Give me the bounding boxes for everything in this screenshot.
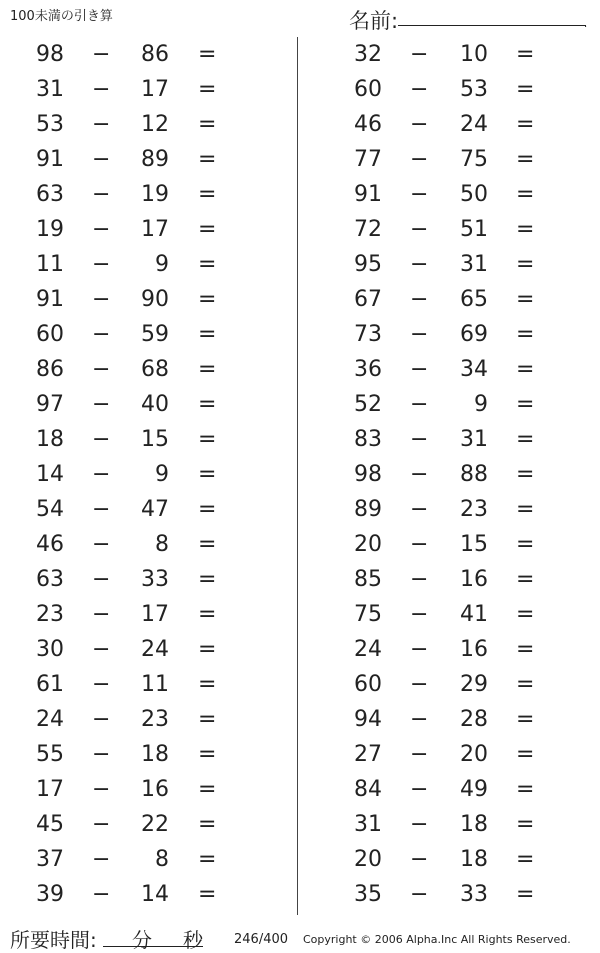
problem-row bbox=[300, 843, 600, 878]
problem-row bbox=[0, 878, 300, 913]
equals-sign: = bbox=[516, 532, 535, 557]
problem-row bbox=[300, 773, 600, 808]
minus-sign: − bbox=[92, 217, 111, 242]
subtrahend: 15 bbox=[141, 427, 169, 452]
problem-row bbox=[300, 878, 600, 913]
subtrahend: 16 bbox=[141, 777, 169, 802]
problem-row bbox=[300, 423, 600, 458]
subtrahend: 8 bbox=[155, 847, 169, 872]
minus-sign: − bbox=[410, 497, 429, 522]
equals-sign: = bbox=[516, 567, 535, 592]
minuend: 91 bbox=[36, 287, 64, 312]
problem-row bbox=[300, 283, 600, 318]
subtrahend: 50 bbox=[460, 182, 488, 207]
subtrahend: 17 bbox=[141, 217, 169, 242]
minus-sign: − bbox=[92, 112, 111, 137]
subtrahend: 24 bbox=[141, 637, 169, 662]
subtrahend: 41 bbox=[460, 602, 488, 627]
subtrahend: 49 bbox=[460, 777, 488, 802]
equals-sign: = bbox=[198, 602, 217, 627]
minuend: 31 bbox=[36, 77, 64, 102]
subtrahend: 9 bbox=[474, 392, 488, 417]
equals-sign: = bbox=[516, 217, 535, 242]
minus-sign: − bbox=[92, 882, 111, 907]
subtrahend: 65 bbox=[460, 287, 488, 312]
minus-sign: − bbox=[410, 252, 429, 277]
equals-sign: = bbox=[516, 707, 535, 732]
problem-row bbox=[300, 248, 600, 283]
minuend: 35 bbox=[354, 882, 382, 907]
minuend: 14 bbox=[36, 462, 64, 487]
equals-sign: = bbox=[198, 322, 217, 347]
minus-sign: − bbox=[410, 77, 429, 102]
subtrahend: 59 bbox=[141, 322, 169, 347]
subtrahend: 8 bbox=[155, 532, 169, 557]
equals-sign: = bbox=[516, 112, 535, 137]
minus-sign: − bbox=[410, 357, 429, 382]
minuend: 67 bbox=[354, 287, 382, 312]
equals-sign: = bbox=[198, 847, 217, 872]
minuend: 94 bbox=[354, 707, 382, 732]
minuend: 91 bbox=[354, 182, 382, 207]
problem-row bbox=[0, 248, 300, 283]
subtrahend: 24 bbox=[460, 112, 488, 137]
subtrahend: 88 bbox=[460, 462, 488, 487]
equals-sign: = bbox=[198, 672, 217, 697]
problem-row bbox=[300, 703, 600, 738]
problem-row bbox=[0, 388, 300, 423]
minus-sign: − bbox=[410, 182, 429, 207]
minuend: 32 bbox=[354, 42, 382, 67]
subtrahend: 28 bbox=[460, 707, 488, 732]
minuend: 98 bbox=[36, 42, 64, 67]
problem-row bbox=[0, 108, 300, 143]
minuend: 91 bbox=[36, 147, 64, 172]
equals-sign: = bbox=[198, 287, 217, 312]
equals-sign: = bbox=[198, 427, 217, 452]
minus-sign: − bbox=[92, 42, 111, 67]
subtrahend: 51 bbox=[460, 217, 488, 242]
problem-row bbox=[0, 598, 300, 633]
subtrahend: 53 bbox=[460, 77, 488, 102]
problem-column-left bbox=[0, 38, 300, 913]
equals-sign: = bbox=[198, 777, 217, 802]
minuend: 23 bbox=[36, 602, 64, 627]
equals-sign: = bbox=[198, 77, 217, 102]
problem-row bbox=[300, 528, 600, 563]
minus-sign: − bbox=[92, 252, 111, 277]
minuend: 53 bbox=[36, 112, 64, 137]
subtrahend: 19 bbox=[141, 182, 169, 207]
minus-sign: − bbox=[410, 322, 429, 347]
problem-row bbox=[0, 353, 300, 388]
minuend: 63 bbox=[36, 567, 64, 592]
minus-sign: − bbox=[410, 462, 429, 487]
minuend: 46 bbox=[36, 532, 64, 557]
problem-row bbox=[300, 353, 600, 388]
equals-sign: = bbox=[198, 707, 217, 732]
equals-sign: = bbox=[516, 812, 535, 837]
problem-row bbox=[0, 668, 300, 703]
subtrahend: 90 bbox=[141, 287, 169, 312]
equals-sign: = bbox=[198, 497, 217, 522]
minuend: 89 bbox=[354, 497, 382, 522]
minuend: 72 bbox=[354, 217, 382, 242]
subtrahend: 17 bbox=[141, 77, 169, 102]
problem-row bbox=[0, 178, 300, 213]
problem-row bbox=[0, 633, 300, 668]
equals-sign: = bbox=[516, 77, 535, 102]
minuend: 20 bbox=[354, 532, 382, 557]
subtrahend: 89 bbox=[141, 147, 169, 172]
minuend: 97 bbox=[36, 392, 64, 417]
equals-sign: = bbox=[516, 882, 535, 907]
equals-sign: = bbox=[516, 672, 535, 697]
minuend: 30 bbox=[36, 637, 64, 662]
minuend: 85 bbox=[354, 567, 382, 592]
subtrahend: 16 bbox=[460, 637, 488, 662]
equals-sign: = bbox=[198, 182, 217, 207]
equals-sign: = bbox=[198, 567, 217, 592]
minus-sign: − bbox=[92, 637, 111, 662]
minuend: 61 bbox=[36, 672, 64, 697]
problem-row bbox=[300, 808, 600, 843]
subtrahend: 18 bbox=[460, 812, 488, 837]
minuend: 17 bbox=[36, 777, 64, 802]
subtrahend: 40 bbox=[141, 392, 169, 417]
equals-sign: = bbox=[516, 287, 535, 312]
minuend: 27 bbox=[354, 742, 382, 767]
problem-row bbox=[300, 598, 600, 633]
minus-sign: − bbox=[410, 287, 429, 312]
problem-row bbox=[0, 73, 300, 108]
minuend: 86 bbox=[36, 357, 64, 382]
minus-sign: − bbox=[410, 532, 429, 557]
minus-sign: − bbox=[410, 217, 429, 242]
subtrahend: 9 bbox=[155, 252, 169, 277]
minus-sign: − bbox=[410, 672, 429, 697]
equals-sign: = bbox=[198, 392, 217, 417]
problem-row bbox=[300, 108, 600, 143]
subtrahend: 75 bbox=[460, 147, 488, 172]
problem-column-right bbox=[300, 38, 600, 913]
minus-sign: − bbox=[410, 812, 429, 837]
subtrahend: 14 bbox=[141, 882, 169, 907]
minus-sign: − bbox=[92, 707, 111, 732]
minuend: 63 bbox=[36, 182, 64, 207]
minus-sign: − bbox=[410, 847, 429, 872]
problem-row bbox=[0, 703, 300, 738]
minuend: 73 bbox=[354, 322, 382, 347]
minuend: 52 bbox=[354, 392, 382, 417]
minuend: 46 bbox=[354, 112, 382, 137]
problem-row bbox=[300, 38, 600, 73]
page-number: 246/400 bbox=[234, 932, 289, 947]
seconds-label: 秒 bbox=[183, 928, 203, 952]
minuend: 20 bbox=[354, 847, 382, 872]
minuend: 55 bbox=[36, 742, 64, 767]
equals-sign: = bbox=[198, 252, 217, 277]
minutes-label: 分 bbox=[132, 928, 152, 952]
subtrahend: 33 bbox=[141, 567, 169, 592]
name-label: 名前: bbox=[349, 9, 399, 33]
minuend: 83 bbox=[354, 427, 382, 452]
minuend: 95 bbox=[354, 252, 382, 277]
subtrahend: 12 bbox=[141, 112, 169, 137]
problem-row bbox=[300, 563, 600, 598]
minus-sign: − bbox=[92, 462, 111, 487]
equals-sign: = bbox=[516, 357, 535, 382]
equals-sign: = bbox=[198, 532, 217, 557]
minuend: 84 bbox=[354, 777, 382, 802]
equals-sign: = bbox=[198, 112, 217, 137]
name-line-dot: . bbox=[584, 19, 588, 30]
minus-sign: − bbox=[92, 77, 111, 102]
name-field-line[interactable] bbox=[398, 25, 586, 26]
minuend: 60 bbox=[354, 77, 382, 102]
equals-sign: = bbox=[198, 357, 217, 382]
equals-sign: = bbox=[198, 147, 217, 172]
minuend: 18 bbox=[36, 427, 64, 452]
problem-row bbox=[300, 388, 600, 423]
minus-sign: − bbox=[92, 322, 111, 347]
equals-sign: = bbox=[516, 637, 535, 662]
minus-sign: − bbox=[92, 602, 111, 627]
minus-sign: − bbox=[410, 882, 429, 907]
minuend: 60 bbox=[36, 322, 64, 347]
minus-sign: − bbox=[92, 287, 111, 312]
minus-sign: − bbox=[92, 182, 111, 207]
equals-sign: = bbox=[516, 602, 535, 627]
subtrahend: 31 bbox=[460, 427, 488, 452]
problem-row bbox=[300, 73, 600, 108]
minus-sign: − bbox=[92, 567, 111, 592]
problem-row bbox=[0, 843, 300, 878]
minus-sign: − bbox=[410, 392, 429, 417]
subtrahend: 47 bbox=[141, 497, 169, 522]
minuend: 37 bbox=[36, 847, 64, 872]
subtrahend: 15 bbox=[460, 532, 488, 557]
equals-sign: = bbox=[198, 637, 217, 662]
subtrahend: 17 bbox=[141, 602, 169, 627]
equals-sign: = bbox=[516, 42, 535, 67]
problem-row bbox=[0, 38, 300, 73]
subtrahend: 68 bbox=[141, 357, 169, 382]
problem-row bbox=[300, 318, 600, 353]
minus-sign: − bbox=[92, 392, 111, 417]
subtrahend: 23 bbox=[460, 497, 488, 522]
problem-row bbox=[0, 318, 300, 353]
minus-sign: − bbox=[410, 42, 429, 67]
equals-sign: = bbox=[198, 462, 217, 487]
minuend: 24 bbox=[36, 707, 64, 732]
minuend: 60 bbox=[354, 672, 382, 697]
subtrahend: 18 bbox=[460, 847, 488, 872]
equals-sign: = bbox=[516, 252, 535, 277]
minus-sign: − bbox=[410, 112, 429, 137]
subtrahend: 34 bbox=[460, 357, 488, 382]
problem-row bbox=[0, 738, 300, 773]
problem-row bbox=[0, 808, 300, 843]
minuend: 36 bbox=[354, 357, 382, 382]
minus-sign: − bbox=[92, 672, 111, 697]
minuend: 45 bbox=[36, 812, 64, 837]
problem-row bbox=[300, 668, 600, 703]
minuend: 98 bbox=[354, 462, 382, 487]
problem-row bbox=[0, 458, 300, 493]
subtrahend: 20 bbox=[460, 742, 488, 767]
equals-sign: = bbox=[198, 742, 217, 767]
equals-sign: = bbox=[516, 777, 535, 802]
minuend: 31 bbox=[354, 812, 382, 837]
equals-sign: = bbox=[516, 427, 535, 452]
problem-row bbox=[300, 213, 600, 248]
minus-sign: − bbox=[410, 147, 429, 172]
minus-sign: − bbox=[410, 427, 429, 452]
equals-sign: = bbox=[516, 182, 535, 207]
problem-row bbox=[300, 178, 600, 213]
problem-row bbox=[300, 458, 600, 493]
problem-row bbox=[0, 143, 300, 178]
equals-sign: = bbox=[198, 42, 217, 67]
minus-sign: − bbox=[410, 777, 429, 802]
subtrahend: 10 bbox=[460, 42, 488, 67]
problem-row bbox=[0, 493, 300, 528]
minus-sign: − bbox=[92, 147, 111, 172]
minus-sign: − bbox=[92, 427, 111, 452]
minuend: 11 bbox=[36, 252, 64, 277]
subtrahend: 18 bbox=[141, 742, 169, 767]
minus-sign: − bbox=[410, 602, 429, 627]
minus-sign: − bbox=[92, 777, 111, 802]
subtrahend: 29 bbox=[460, 672, 488, 697]
copyright-notice: Copyright © 2006 Alpha.Inc All Rights Reserved. bbox=[303, 933, 571, 946]
subtrahend: 69 bbox=[460, 322, 488, 347]
subtrahend: 33 bbox=[460, 882, 488, 907]
minuend: 24 bbox=[354, 637, 382, 662]
problem-row bbox=[0, 283, 300, 318]
time-label: 所要時間: bbox=[10, 928, 97, 952]
minuend: 39 bbox=[36, 882, 64, 907]
equals-sign: = bbox=[198, 217, 217, 242]
subtrahend: 23 bbox=[141, 707, 169, 732]
minuend: 19 bbox=[36, 217, 64, 242]
minus-sign: − bbox=[92, 847, 111, 872]
problem-row bbox=[0, 213, 300, 248]
equals-sign: = bbox=[516, 392, 535, 417]
subtrahend: 16 bbox=[460, 567, 488, 592]
equals-sign: = bbox=[516, 847, 535, 872]
equals-sign: = bbox=[516, 742, 535, 767]
problem-row bbox=[0, 563, 300, 598]
minus-sign: − bbox=[92, 497, 111, 522]
subtrahend: 11 bbox=[141, 672, 169, 697]
minus-sign: − bbox=[92, 357, 111, 382]
equals-sign: = bbox=[198, 882, 217, 907]
subtrahend: 22 bbox=[141, 812, 169, 837]
subtrahend: 9 bbox=[155, 462, 169, 487]
minus-sign: − bbox=[92, 742, 111, 767]
problem-row bbox=[0, 773, 300, 808]
minus-sign: − bbox=[410, 707, 429, 732]
equals-sign: = bbox=[516, 147, 535, 172]
equals-sign: = bbox=[198, 812, 217, 837]
equals-sign: = bbox=[516, 322, 535, 347]
minus-sign: − bbox=[410, 742, 429, 767]
subtrahend: 31 bbox=[460, 252, 488, 277]
problem-row bbox=[300, 633, 600, 668]
minuend: 54 bbox=[36, 497, 64, 522]
problem-row bbox=[300, 493, 600, 528]
equals-sign: = bbox=[516, 497, 535, 522]
minus-sign: − bbox=[92, 532, 111, 557]
minus-sign: − bbox=[92, 812, 111, 837]
equals-sign: = bbox=[516, 462, 535, 487]
problem-row bbox=[0, 528, 300, 563]
problem-row bbox=[300, 738, 600, 773]
worksheet-title: 100未満の引き算 bbox=[10, 9, 113, 24]
problem-row bbox=[0, 423, 300, 458]
minuend: 77 bbox=[354, 147, 382, 172]
minuend: 75 bbox=[354, 602, 382, 627]
subtrahend: 86 bbox=[141, 42, 169, 67]
problem-row bbox=[300, 143, 600, 178]
minus-sign: − bbox=[410, 637, 429, 662]
minus-sign: − bbox=[410, 567, 429, 592]
